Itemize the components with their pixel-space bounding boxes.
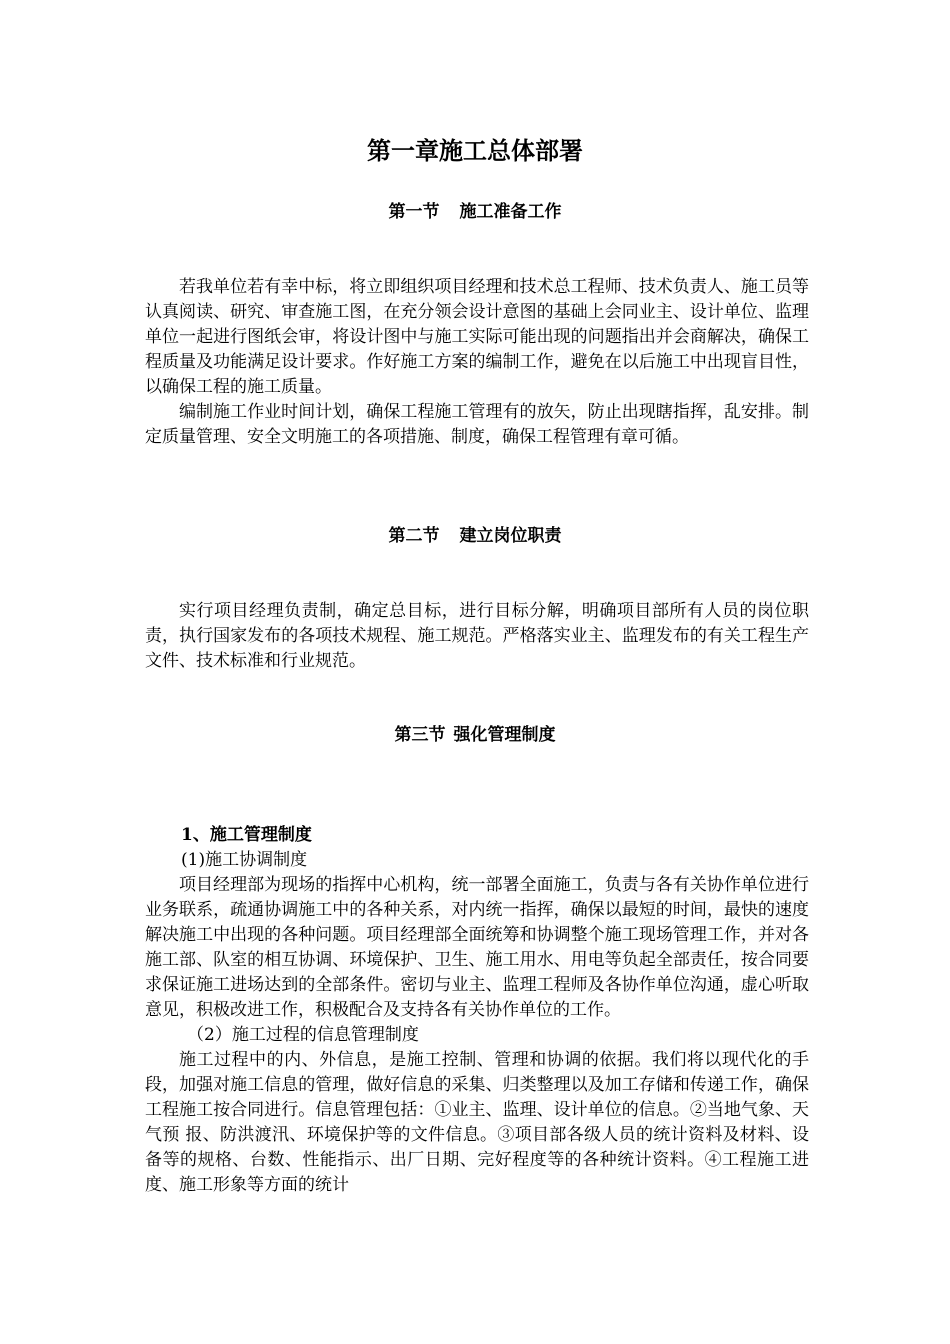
information-system-label: （2）施工过程的信息管理制度 xyxy=(187,1025,419,1045)
section-3-body xyxy=(145,823,809,1198)
section-1-paragraph-2: 编制施工作业时间计划，确保工程施工管理有的放矢，防止出现瞎指挥，乱安排。制定质量管理、安全文明施工的各项措施、制度，确保工程管理有章可循。 xyxy=(145,402,809,447)
section-1-heading xyxy=(0,199,950,225)
section-3-title: 强化管理制度 xyxy=(453,725,556,745)
section-1-paragraph-1: 若我单位若有幸中标，将立即组织项目经理和技术总工程师、技术负责人、施工员等认真阅读、研究、审查施工图，在充分领会设计意图的基础上会同业主、设计单位、监理单位一起进行图纸会审，将设计图中与施工实际可能出现的问题指出并会商解决，确保工程质量及功能满足设计要求。作好施工方案的编制工作，避免在以后施工中出现盲目性，以确保工程的施工质量。 xyxy=(145,277,809,397)
section-3-number: 第三节 xyxy=(394,725,446,745)
section-1-title: 施工准备工作 xyxy=(459,202,562,222)
section-3-heading xyxy=(0,722,950,748)
section-2-paragraph-1: 实行项目经理负责制，确定总目标，进行目标分解，明确项目部所有人员的岗位职责，执行国家发布的各项技术规程、施工规范。严格落实业主、监理发布的有关工程生产文件、技术标准和行业规范。 xyxy=(145,601,809,671)
coordination-system-label: (1)施工协调制度 xyxy=(181,850,308,870)
section-1-number: 第一节 xyxy=(388,202,440,222)
information-system-paragraph: 施工过程中的内、外信息，是施工控制、管理和协调的依据。我们将以现代化的手段，加强对施工信息的管理，做好信息的采集、归类整理以及加工存储和传递工作，确保工程施工按合同进行。信息管理包括：①业主、监理、设计单位的信息。②当地气象、天气预 报、防洪渡汛、环境保护等的文件信息。③项目部各级人员的统计资料及材料、设备等的规格、台数、性能指示、出厂日期、完好程度等的各种统计资料。④工程施工进度、施工形象等方面的统计 xyxy=(145,1050,809,1195)
section-2-title: 建立岗位职责 xyxy=(459,526,562,546)
chapter-title: 第一章施工总体部署 xyxy=(367,136,583,165)
management-system-heading: 1、施工管理制度 xyxy=(181,825,312,845)
section-2-heading xyxy=(0,523,950,549)
section-1-body xyxy=(145,275,809,450)
section-2-body xyxy=(145,599,809,674)
coordination-system-paragraph: 项目经理部为现场的指挥中心机构，统一部署全面施工，负责与各有关协作单位进行业务联系，疏通协调施工中的各种关系，对内统一指挥，确保以最短的时间，最快的速度解决施工中出现的各种问题。项目经理部全面统筹和协调整个施工现场管理工作，并对各施工部、队室的相互协调、环境保护、卫生、施工用水、用电等负起全部责任，按合同要求保证施工进场达到的全部条件。密切与业主、监理工程师及各协作单位沟通，虚心听取意见，积极改进工作，积极配合及支持各有关协作单位的工作。 xyxy=(145,875,809,1020)
section-2-number: 第二节 xyxy=(388,526,440,546)
